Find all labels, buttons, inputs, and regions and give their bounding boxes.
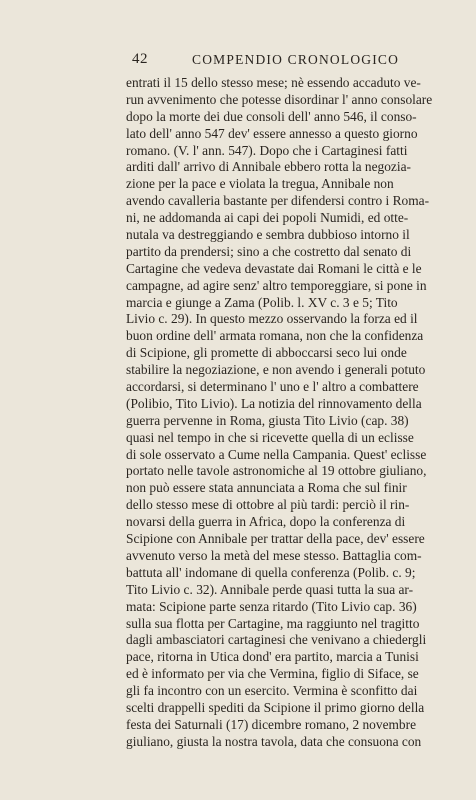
text-line: scelti drappelli spediti da Scipione il primo giorno della [126,699,425,715]
text-line: arditi dall' arrivo di Annibale ebbero rotta la negozia- [126,159,411,175]
text-line: ed è informato per via che Vermina, figlio di Siface, se [126,666,419,682]
text-line: guerra pervenne in Roma, giusta Tito Livio (cap. 38) [126,412,409,428]
text-line: avvenuto verso la metà del mese stesso. Battaglia com- [126,547,422,563]
text-line: accordarsi, si determinano l' uno e l' altro a combattere [126,379,419,395]
text-line: entrati il 15 dello stesso mese; nè essendo accaduto ve- [126,75,421,90]
text-line: portato nelle tavole astronomiche al 19 ottobre giuliano, [126,463,427,479]
running-title: COMPENDIO CRONOLOGICO [192,52,400,67]
text-line: di sole osservato a Cume nella Campania. Quest' eclisse [126,446,427,462]
text-line: campagne, ad agire senz' altro temporeggiare, si pone in [126,277,427,293]
text-line: buon ordine dell' armata romana, non che la confidenza [126,328,424,344]
text-line: lato dell' anno 547 dev' essere annesso a questo giorno [126,125,418,141]
text-line: quasi nel tempo in che si ricevette quella di un eclisse [126,429,414,445]
text-line: dello stesso mese di ottobre al più tardi: perciò il rin- [126,497,410,513]
text-line: nutala va destreggiando e sembra dubbioso intorno il [126,227,410,243]
text-line: dopo la morte dei due consoli dell' anno 546, il conso- [126,108,417,124]
body-text [126,75,448,751]
text-line: avendo cavalleria bastante per difendersi contro i Roma- [126,193,430,209]
text-line: partito da prendersi; sino a che costretto dal senato di [126,243,412,259]
text-line: Tito Livio c. 32). Annibale perde quasi tutta la sua ar- [126,581,414,597]
page-header [132,51,442,71]
text-line: pace, ritorna in Utica dond' era partito, marcia a Tunisi [126,649,419,665]
text-line: Scipione con Annibale per trattar della pace, dev' essere [126,531,425,547]
text-line: festa dei Saturnali (17) dicembre romano, 2 novembre [126,716,417,732]
text-line: sulla sua flotta per Cartagine, ma raggiunto nel tragitto [126,615,420,631]
text-line: novarsi della guerra in Africa, dopo la conferenza di [126,514,406,530]
text-line: battuta all' indomane di quella conferenza (Polib. c. 9; [126,564,416,580]
text-line: ni, ne addomanda ai capi dei popoli Numidi, ed otte- [126,210,409,226]
text-line: (Polibio, Tito Livio). La notizia del rinnovamento della [126,395,422,411]
text-line: non può essere stata annunciata a Roma che sul finir [126,480,407,496]
text-line: mata: Scipione parte senza ritardo (Tito Livio cap. 36) [126,598,417,614]
text-line: zione per la pace e violata la tregua, Annibale non [126,176,394,192]
text-line: gli fa incontro con un esercito. Vermina è sconfitto dai [126,683,418,699]
text-line: run avvenimento che potesse disordinar l' anno consolare [126,91,433,107]
text-line: di Scipione, gli promette di abboccarsi seco lui onde [126,345,407,361]
text-line: romano. (V. l' ann. 547). Dopo che i Cartaginesi fatti [126,142,408,158]
text-line: Cartagine che vedeva devastate dai Romani le città e le [126,260,422,276]
text-line: dagli ambasciatori cartaginesi che venivano a chiedergli [126,632,427,648]
text-line: marcia e giunge a Zama (Polib. l. XV c. 3 e 5; Tito [126,294,398,310]
text-line: Livio c. 29). In questo mezzo osservando la forza ed il [126,311,418,327]
text-line: stabilire la negoziazione, e non avendo i generali potuto [126,362,426,378]
text-line: giuliano, giusta la nostra tavola, data che consuona con [126,733,422,749]
page-number: 42 [132,51,148,67]
